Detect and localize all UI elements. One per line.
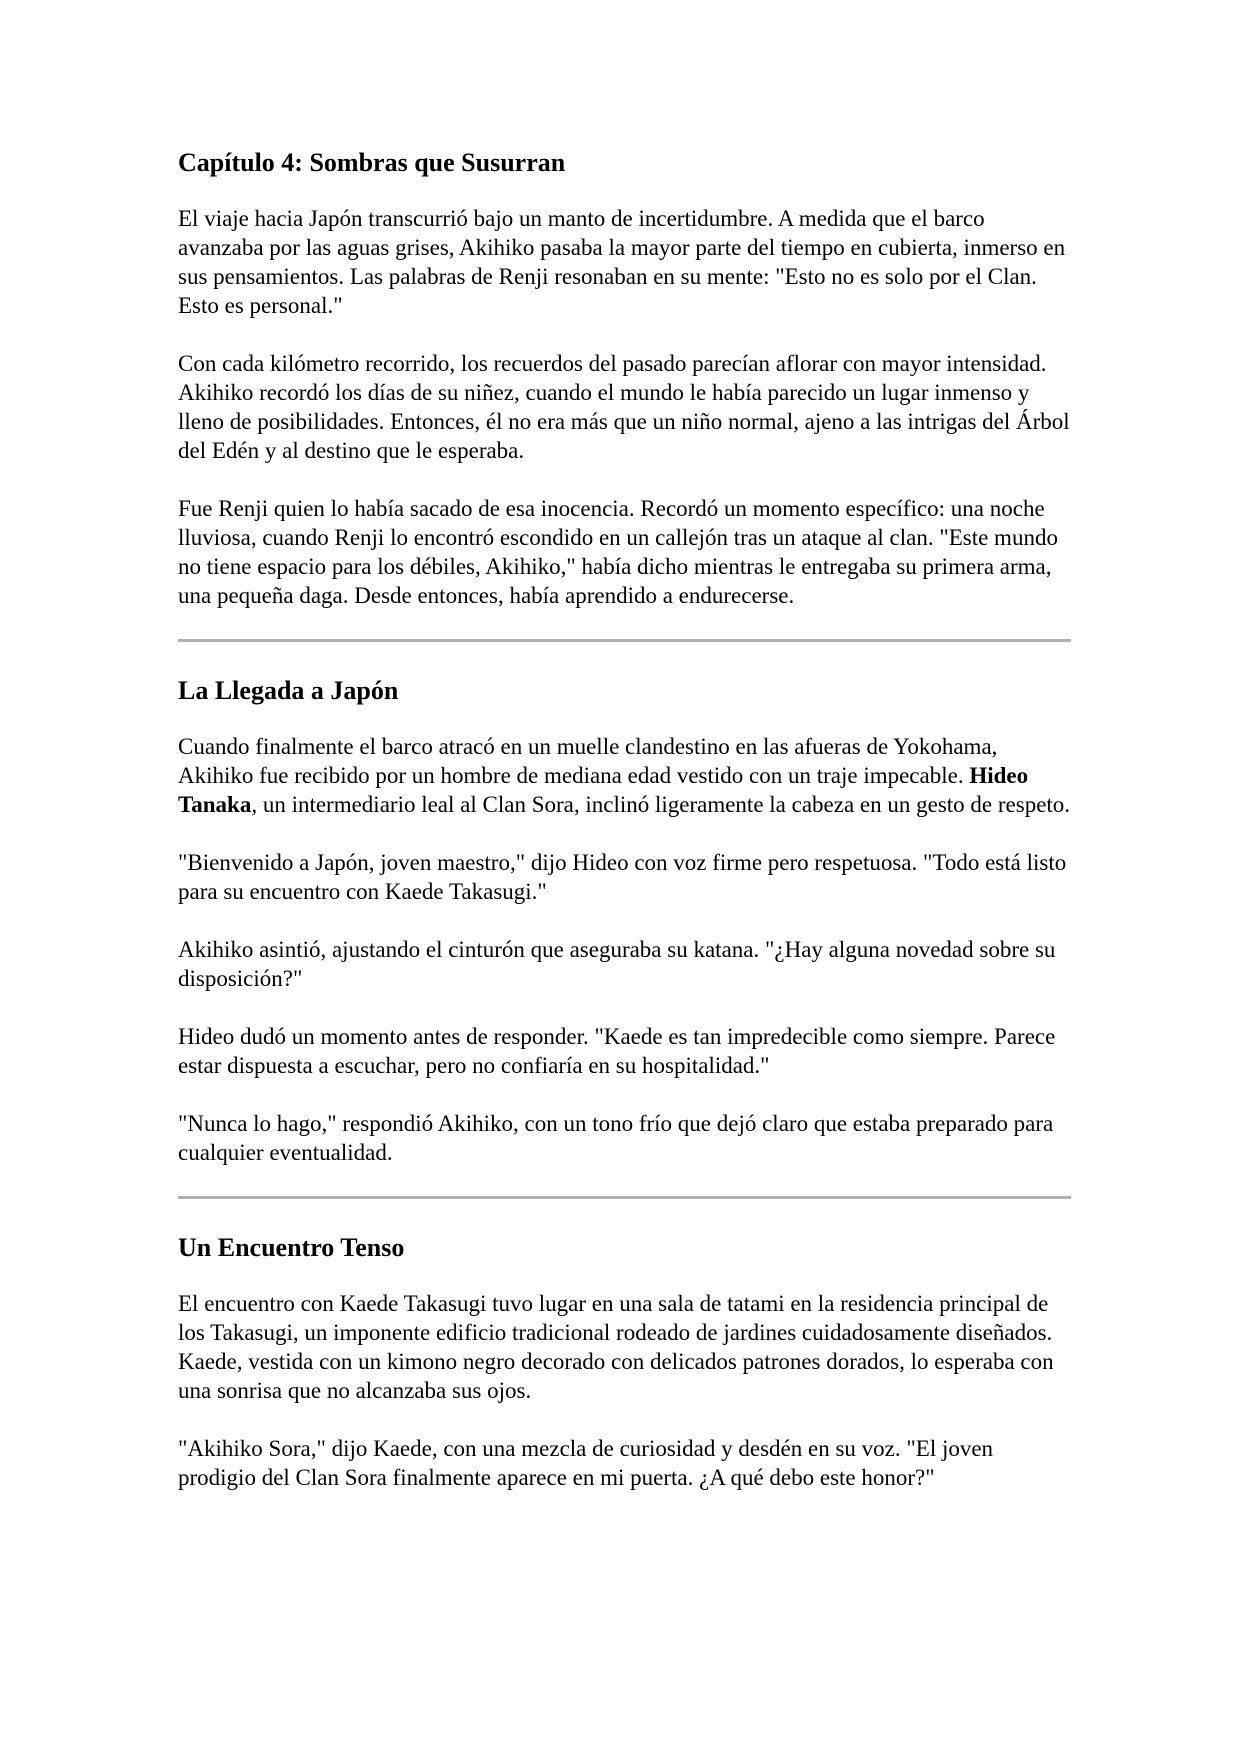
section-arrival [178, 674, 1071, 1167]
paragraph: "Akihiko Sora," dijo Kaede, con una mezcla de curiosidad y desdén en su voz. "El joven prodigio del Clan Sora finalmente aparece en mi puerta. ¿A qué debo este honor?" [178, 1436, 994, 1490]
section-tense-meeting [178, 1231, 1071, 1492]
paragraph-text: , un intermediario leal al Clan Sora, inclinó ligeramente la cabeza en un gesto de respeto. [251, 792, 1071, 817]
paragraph: El encuentro con Kaede Takasugi tuvo lugar en una sala de tatami en la residencia principal de los Takasugi, un imponente edificio tradicional rodeado de jardines cuidadosamente diseñados. Kaede, vestida con un kimono negro decorado con delicados patrones dorados, lo esperaba con una sonrisa que no alcanzaba sus ojos. [178, 1291, 1054, 1403]
character-name-bold: Hideo Tanaka [178, 763, 1029, 817]
paragraph: Con cada kilómetro recorrido, los recuerdos del pasado parecían aflorar con mayor intensidad. Akihiko recordó los días de su niñez, cuando el mundo le había parecido un lugar inmenso y lleno de posibilidades. Entonces, él no era más que un niño normal, ajeno a las intrigas del Árbol del Edén y al destino que le esperaba. [178, 351, 1070, 463]
section-divider [178, 639, 1071, 642]
section-divider [178, 1196, 1071, 1199]
chapter-heading: Capítulo 4: Sombras que Susurran [178, 148, 566, 177]
paragraph: "Bienvenido a Japón, joven maestro," dijo Hideo con voz firme pero respetuosa. "Todo está listo para su encuentro con Kaede Takasugi." [178, 850, 1067, 904]
paragraph [178, 732, 1071, 819]
paragraph: Hideo dudó un momento antes de responder. "Kaede es tan impredecible como siempre. Parece estar dispuesta a escuchar, pero no confiaría en su hospitalidad." [178, 1024, 1056, 1078]
section-heading: La Llegada a Japón [178, 676, 399, 705]
paragraph: Fue Renji quien lo había sacado de esa inocencia. Recordó un momento específico: una noche lluviosa, cuando Renji lo encontró escondido en un callejón tras un ataque al clan. "Este mundo no tiene espacio para los débiles, Akihiko," había dicho mientras le entregaba su primera arma, una pequeña daga. Desde entonces, había aprendido a endurecerse. [178, 496, 1058, 608]
document-page [178, 146, 1071, 1521]
paragraph: El viaje hacia Japón transcurrió bajo un manto de incertidumbre. A medida que el barco avanzaba por las aguas grises, Akihiko pasaba la mayor parte del tiempo en cubierta, inmerso en sus pensamientos. Las palabras de Renji resonaban en su mente: "Esto no es solo por el Clan. Esto es personal." [178, 206, 1066, 318]
section-heading: Un Encuentro Tenso [178, 1233, 405, 1262]
section-chapter-4 [178, 146, 1071, 610]
paragraph: Akihiko asintió, ajustando el cinturón que aseguraba su katana. "¿Hay alguna novedad sobre su disposición?" [178, 937, 1056, 991]
paragraph-text: Cuando finalmente el barco atracó en un muelle clandestino en las afueras de Yokohama, Akihiko fue recibido por un hombre de mediana edad vestido con un traje impecable. [178, 734, 998, 788]
paragraph: "Nunca lo hago," respondió Akihiko, con un tono frío que dejó claro que estaba preparado para cualquier eventualidad. [178, 1111, 1054, 1165]
